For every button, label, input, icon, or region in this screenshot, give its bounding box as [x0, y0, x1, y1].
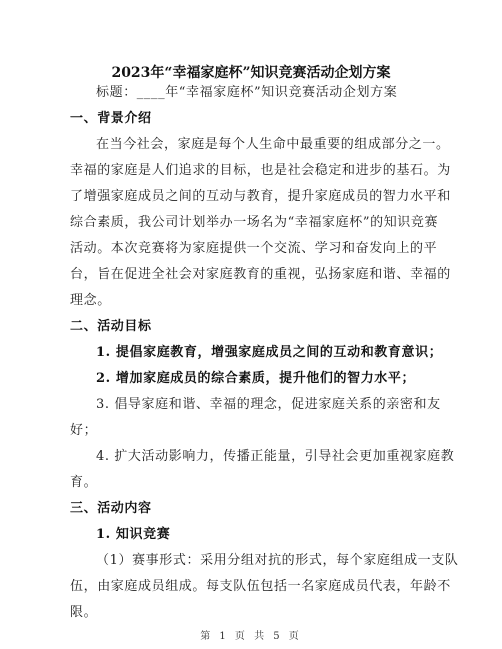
goal-item-3-line: 3. 倡导家庭和谐、幸福的理念，促进家庭关系的亲密和友 [96, 397, 441, 412]
paragraph-line: 理念。 [70, 293, 111, 308]
document-subtitle: 标题：____年“幸福家庭杯”知识竞赛活动企划方案 [96, 85, 398, 100]
paragraph-line: 综合素质，我公司计划举办一场名为“幸福家庭杯”的知识竞赛 [70, 215, 439, 230]
paragraph-line: （1）赛事形式：采用分组对抗的形式，每个家庭组成一支队 [96, 553, 459, 568]
section-heading-goals: 二、活动目标 [70, 319, 152, 334]
section-heading-content: 三、活动内容 [70, 501, 152, 516]
paragraph-line: 在当今社会，家庭是每个人生命中最重要的组成部分之一。 [96, 137, 450, 152]
paragraph-line: 了增强家庭成员之间的互动与教育，提升家庭成员的智力水平和 [70, 189, 451, 204]
goal-item-2: 2. 增加家庭成员的综合素质，提升他们的智力水平； [96, 371, 416, 386]
goal-item-4-line: 4. 扩大活动影响力，传播正能量，引导社会更加重视家庭教 [96, 449, 455, 464]
paragraph-line: 幸福的家庭是人们追求的目标，也是社会稳定和进步的基石。为 [70, 163, 451, 178]
goal-item-4-line: 育。 [70, 475, 98, 490]
goal-item-3-line: 好； [70, 423, 98, 438]
paragraph-line: 活动。本次竞赛将为家庭提供一个交流、学习和奋发向上的平 [70, 241, 438, 256]
document-title: 2023年“幸福家庭杯”知识竞赛活动企划方案 [111, 65, 391, 81]
paragraph-line: 台，旨在促进全社会对家庭教育的重视，弘扬家庭和谐、幸福的 [70, 267, 451, 282]
section-heading-background: 一、背景介绍 [70, 111, 152, 126]
subsection-heading-quiz: 1. 知识竞赛 [96, 527, 171, 542]
paragraph-line: 限。 [70, 605, 98, 620]
goal-item-1: 1. 提倡家庭教育，增强家庭成员之间的互动和教育意识； [96, 345, 443, 360]
paragraph-line: 伍，由家庭成员组成。每支队伍包括一名家庭成员代表，年龄不 [70, 579, 451, 594]
page-footer: 第 1 页 共 5 页 [200, 631, 302, 642]
